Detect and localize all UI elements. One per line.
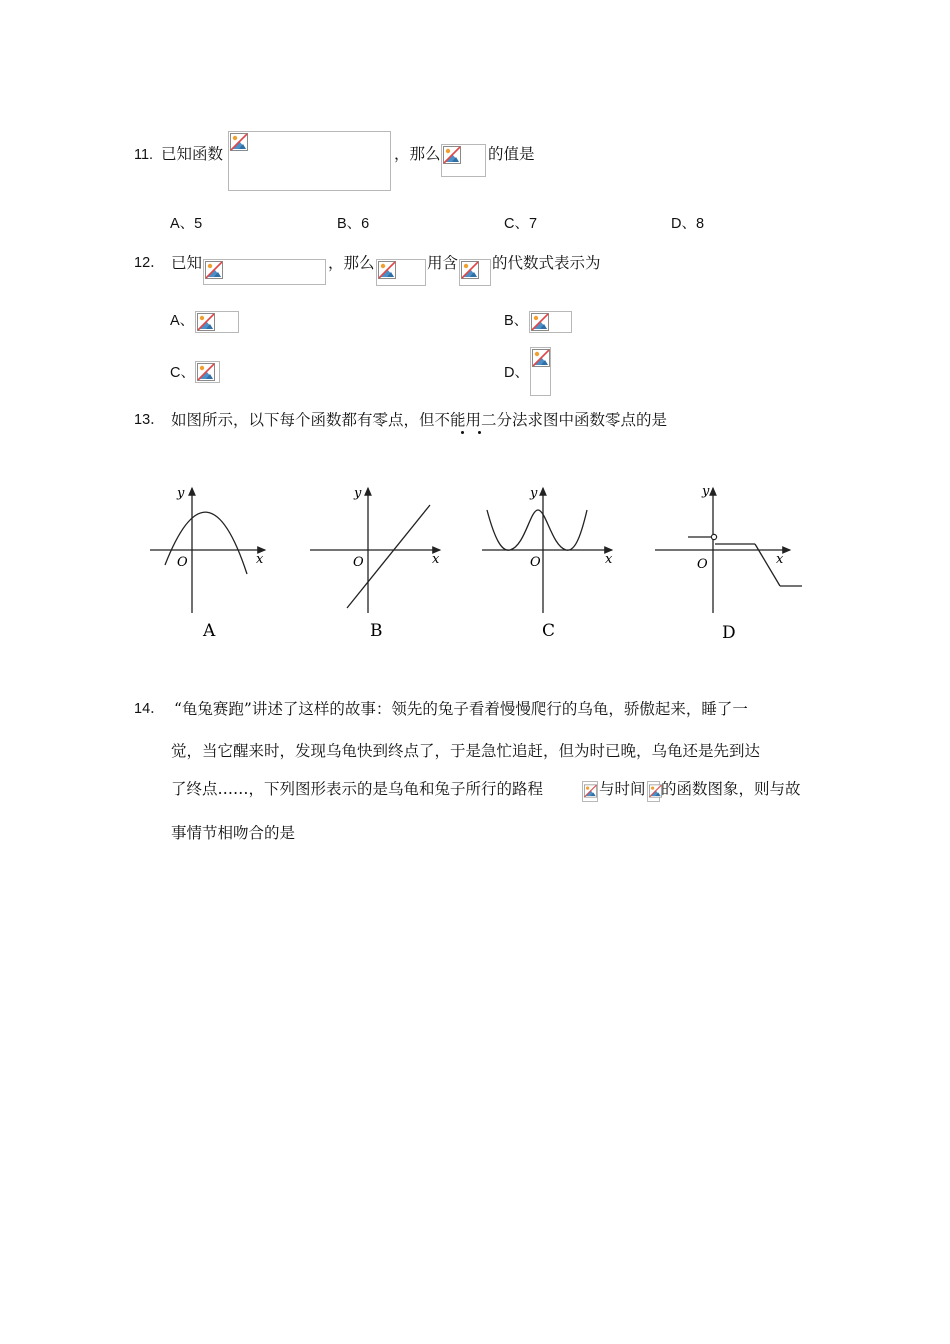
option-d-image — [530, 347, 551, 396]
broken-image-icon — [531, 313, 549, 331]
formula-image — [441, 144, 486, 177]
broken-image-icon — [205, 261, 223, 279]
origin-label: O — [353, 555, 364, 570]
x-axis-label: x — [605, 552, 613, 567]
question-text: ，那么 — [394, 145, 441, 163]
option-c: C、 — [170, 365, 195, 381]
question-text-line-2: 觉，当它醒来时，发现乌龟快到终点了，于是急忙追赶，但为时已晚，乌龟还是先到达 — [171, 742, 761, 760]
question-text: 的代数式表示为 — [492, 254, 601, 272]
question-text-line-1: “龟兔赛跑”讲述了这样的故事：领先的兔子看着慢慢爬行的乌龟，骄傲起来，睡了一 — [174, 700, 748, 718]
question-text-line-3: 与时间 — [599, 780, 646, 798]
question-number: 11. — [134, 147, 154, 163]
question-number: 13． — [134, 412, 165, 428]
broken-image-icon — [197, 363, 215, 381]
function-graphs-figure — [140, 470, 830, 650]
question-number: 12． — [134, 255, 165, 271]
broken-image-icon — [584, 783, 597, 799]
w-curve — [487, 510, 587, 550]
option-a: A、5 — [170, 216, 203, 232]
y-axis-label: y — [702, 484, 710, 499]
graph-label-b: B — [370, 621, 383, 641]
broken-image-icon — [230, 133, 248, 151]
option-d: D、 — [504, 365, 529, 381]
question-text: 已知函数 — [161, 145, 224, 163]
graph-label-c: C — [542, 621, 556, 641]
formula-image — [647, 781, 660, 802]
question-text: 用含 — [427, 254, 459, 272]
question-text: 的值是 — [488, 145, 535, 163]
graph-label-d: D — [722, 623, 736, 643]
y-axis-label: y — [177, 486, 185, 501]
option-c: C、7 — [504, 216, 538, 232]
question-text-line-4: 事情节相吻合的是 — [171, 824, 296, 842]
open-point — [711, 534, 716, 539]
graph-d — [655, 488, 802, 613]
option-a: A、 — [170, 313, 195, 329]
graph-c — [482, 488, 612, 613]
x-axis-label: x — [256, 552, 264, 567]
question-number: 14． — [134, 701, 165, 717]
option-b: B、6 — [337, 216, 370, 232]
question-text-line-3: 了终点……，下列图形表示的是乌龟和兔子所行的路程 — [171, 780, 544, 798]
broken-image-icon — [378, 261, 396, 279]
graph-label-a: A — [203, 621, 216, 641]
question-text: ，那么 — [328, 254, 375, 272]
broken-image-icon — [197, 313, 215, 331]
origin-label: O — [177, 555, 188, 570]
question-text-line-3: 的函数图象，则与故 — [661, 780, 801, 798]
question-text: 已知 — [171, 254, 203, 272]
broken-image-icon — [532, 349, 550, 367]
graph-a — [150, 488, 265, 613]
formula-image — [203, 259, 326, 285]
y-axis-label: y — [530, 486, 538, 501]
option-a-image — [195, 311, 239, 333]
question-text: 如图所示，以下每个函数都有零点，但不能用二分法求图中函数零点的是 — [171, 411, 668, 429]
formula-image — [376, 259, 426, 286]
formula-image — [228, 131, 391, 191]
option-b-image — [529, 311, 572, 333]
emphasis-dot — [461, 431, 464, 434]
emphasis-dot — [478, 431, 481, 434]
broken-image-icon — [443, 146, 461, 164]
formula-image — [582, 781, 598, 802]
y-axis-label: y — [354, 486, 362, 501]
option-d: D、8 — [671, 216, 705, 232]
broken-image-icon — [461, 261, 479, 279]
formula-image — [459, 259, 491, 286]
origin-label: O — [697, 557, 708, 572]
origin-label: O — [530, 555, 541, 570]
x-axis-label: x — [776, 552, 784, 567]
option-b: B、 — [504, 313, 529, 329]
option-c-image — [195, 361, 220, 383]
x-axis-label: x — [432, 552, 440, 567]
graph-b — [310, 488, 440, 613]
